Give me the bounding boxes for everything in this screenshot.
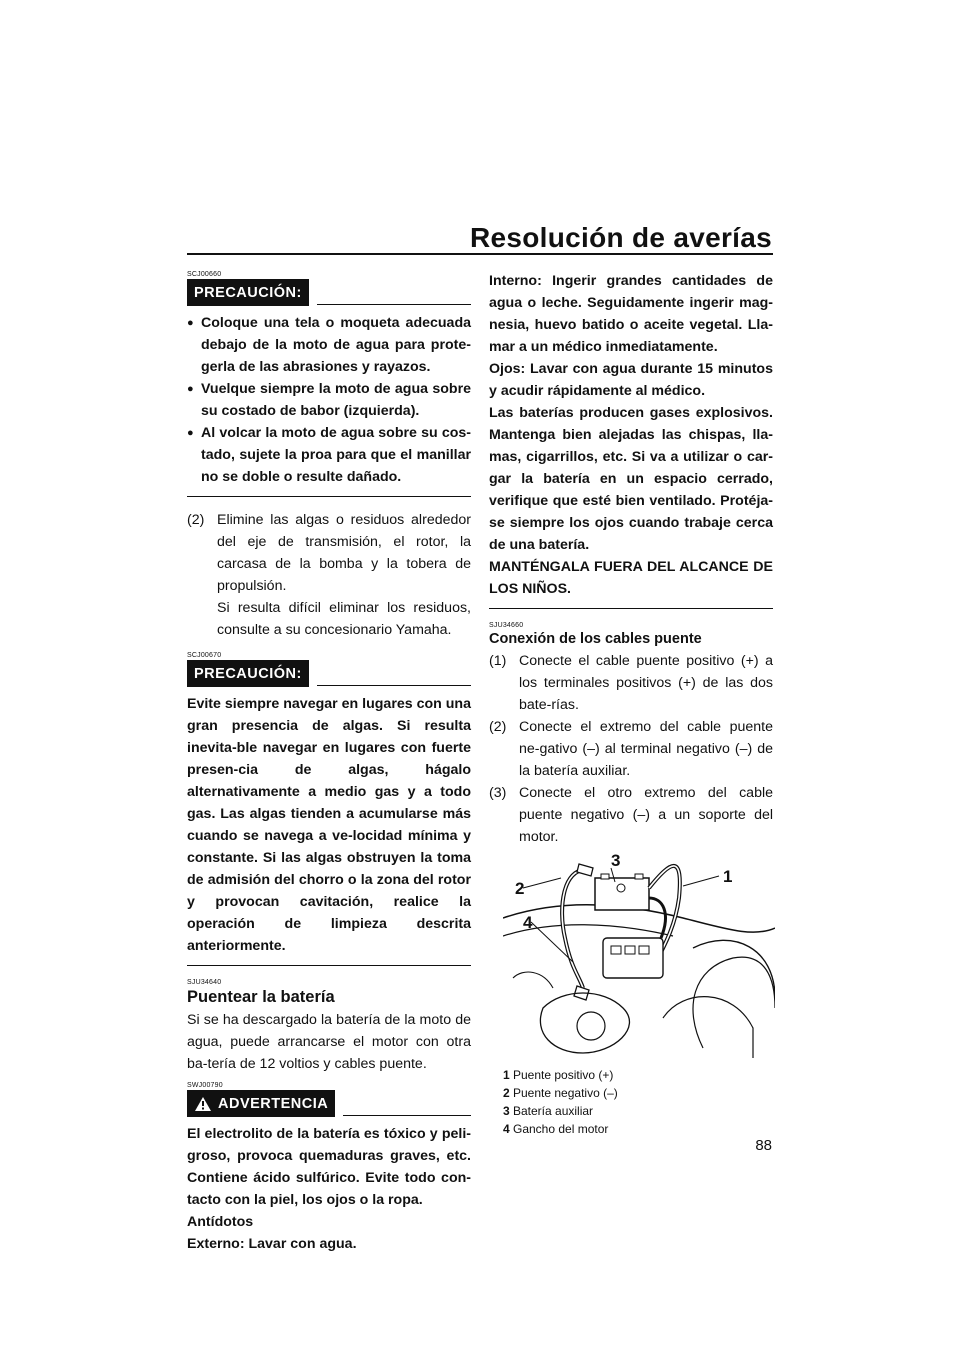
caution-text: Evite siempre navegar en lugares con una gran presencia de algas. Si resulta inevita-ble navegar en lugares con fuerte presen-cia de algas, hágalo alternativamente a medio gas y a todo gas. Las algas tienden a acumularse más cuando se navega a ve-locidad mínima y constante. Si las algas obstruyen la toma de admisión del chorro o la zona del rotor y provocan cavitación, realice la operación de limpieza descrita anteriormente. [187, 696, 471, 954]
step-text: Elimine las algas o residuos alrededor del eje de transmisión, el rotor, la carcasa de la bomba y la tobera de propulsión. [217, 512, 471, 594]
ref-code: SCJ00670 [187, 652, 222, 659]
figure-label-3: 3 [611, 851, 621, 870]
caution-rule [317, 685, 471, 686]
warning-triangle-icon [194, 1096, 212, 1112]
warning-end-rule [489, 608, 773, 609]
caution-header [187, 660, 471, 687]
list-item: ● Al volcar la moto de agua sobre su cos-tado, sujete la proa para que el manillar no se doble o resulte dañado. [187, 422, 471, 488]
step-number: (2) [489, 719, 507, 735]
left-column [187, 270, 471, 1255]
ref-code: SWJ00790 [187, 1082, 223, 1089]
warning-text: Externo: Lavar con agua. [187, 1236, 357, 1252]
step-text: Conecte el otro extremo del cable puente negativo (–) a un soporte del motor. [519, 785, 773, 845]
caution-badge: PRECAUCIÓN: [187, 660, 309, 687]
legend-text: Puente negativo (–) [513, 1086, 618, 1100]
step-number: (2) [187, 512, 205, 528]
step-text: Conecte el cable puente positivo (+) a los terminales positivos (+) de las dos bate-rías. [519, 653, 773, 713]
legend-text: Puente positivo (+) [513, 1068, 614, 1082]
caution-end-rule [187, 496, 471, 497]
header-rule [187, 253, 773, 255]
figure-label-1: 1 [723, 867, 733, 886]
ref-code: SJU34640 [187, 979, 222, 986]
warning-rule [343, 1115, 471, 1116]
caution-badge: PRECAUCIÓN: [187, 279, 309, 306]
step-item [489, 782, 773, 848]
caution-end-rule [187, 965, 471, 966]
legend-number: 4 [503, 1122, 510, 1136]
list-item: ● Coloque una tela o moqueta adecuada debajo de la moto de agua para prote-gerla de las abrasiones y rayazos. [187, 312, 471, 378]
caution-bullet-list [187, 312, 471, 488]
legend-item [503, 1084, 773, 1102]
warning-label: ADVERTENCIA [218, 1096, 329, 1112]
legend-item [503, 1120, 773, 1138]
engine-bay-drawing [503, 858, 775, 1058]
right-column [489, 270, 773, 1138]
ref-code: SJU34660 [489, 622, 524, 629]
legend-number: 1 [503, 1068, 510, 1082]
step-item [187, 509, 471, 641]
list-item: ● Vuelque siempre la moto de agua sobre su costado de babor (izquierda). [187, 378, 471, 422]
warning-subheading: Antídotos [187, 1214, 254, 1230]
caution-rule [317, 304, 471, 305]
section-heading: Puentear la batería [187, 988, 335, 1006]
figure-legend [503, 1066, 773, 1138]
step-number: (3) [489, 785, 507, 801]
warning-text: Interno: Ingerir grandes cantidades de agua o leche. Seguidamente ingerir mag-nesia, huevo batido o aceite vegetal. Lla-mar a un médico inmediatamente. [489, 273, 773, 355]
page-title: Resolución de averías [470, 222, 772, 253]
legend-number: 2 [503, 1086, 510, 1100]
figure-label-2: 2 [515, 879, 525, 898]
step-item [489, 716, 773, 782]
section-text: Si se ha descargado la batería de la moto de agua, puede arrancarse el motor con otra ba-tería de 12 voltios y cables puente. [187, 1012, 471, 1072]
legend-number: 3 [503, 1104, 510, 1118]
caution-header [187, 279, 471, 306]
step-number: (1) [489, 653, 507, 669]
warning-header [187, 1090, 471, 1117]
warning-badge [187, 1090, 335, 1117]
warning-text: El electrolito de la batería es tóxico y peli-groso, provoca quemaduras graves, etc. Contiene ácido sulfúrico. Evite todo con-tacto con la piel, los ojos o la ropa. [187, 1126, 471, 1208]
step-item [489, 650, 773, 716]
jump-cable-illustration [503, 851, 775, 1058]
ref-code: SCJ00660 [187, 271, 222, 278]
legend-text: Batería auxiliar [513, 1104, 594, 1118]
section-heading: Conexión de los cables puente [489, 631, 702, 647]
warning-text: Ojos: Lavar con agua durante 15 minutos y acudir rápidamente al médico. [489, 361, 773, 399]
legend-item [503, 1102, 773, 1120]
step-text-block [217, 509, 471, 641]
legend-item [503, 1066, 773, 1084]
legend-text: Gancho del motor [513, 1122, 609, 1136]
page-number: 88 [755, 1137, 772, 1154]
step-text-note: Si resulta difícil eliminar los residuos, consulte a su concesionario Yamaha. [217, 600, 471, 638]
step-text: Conecte el extremo del cable puente ne-gativo (–) al terminal negativo (–) de la batería auxiliar. [519, 719, 773, 779]
figure-label-4: 4 [523, 913, 533, 932]
warning-text: MANTÉNGALA FUERA DEL ALCANCE DE LOS NIÑOS. [489, 559, 773, 597]
warning-text: Las baterías producen gases explosivos. Mantenga bien alejadas las chispas, lla-mas, cigarrillos, etc. Si va a utilizar o car-gar la batería en un espacio cerrado, verifique que esté bien ventilado. Protéja-se siempre los ojos cuando trabaje cerca de una batería. [489, 405, 773, 553]
